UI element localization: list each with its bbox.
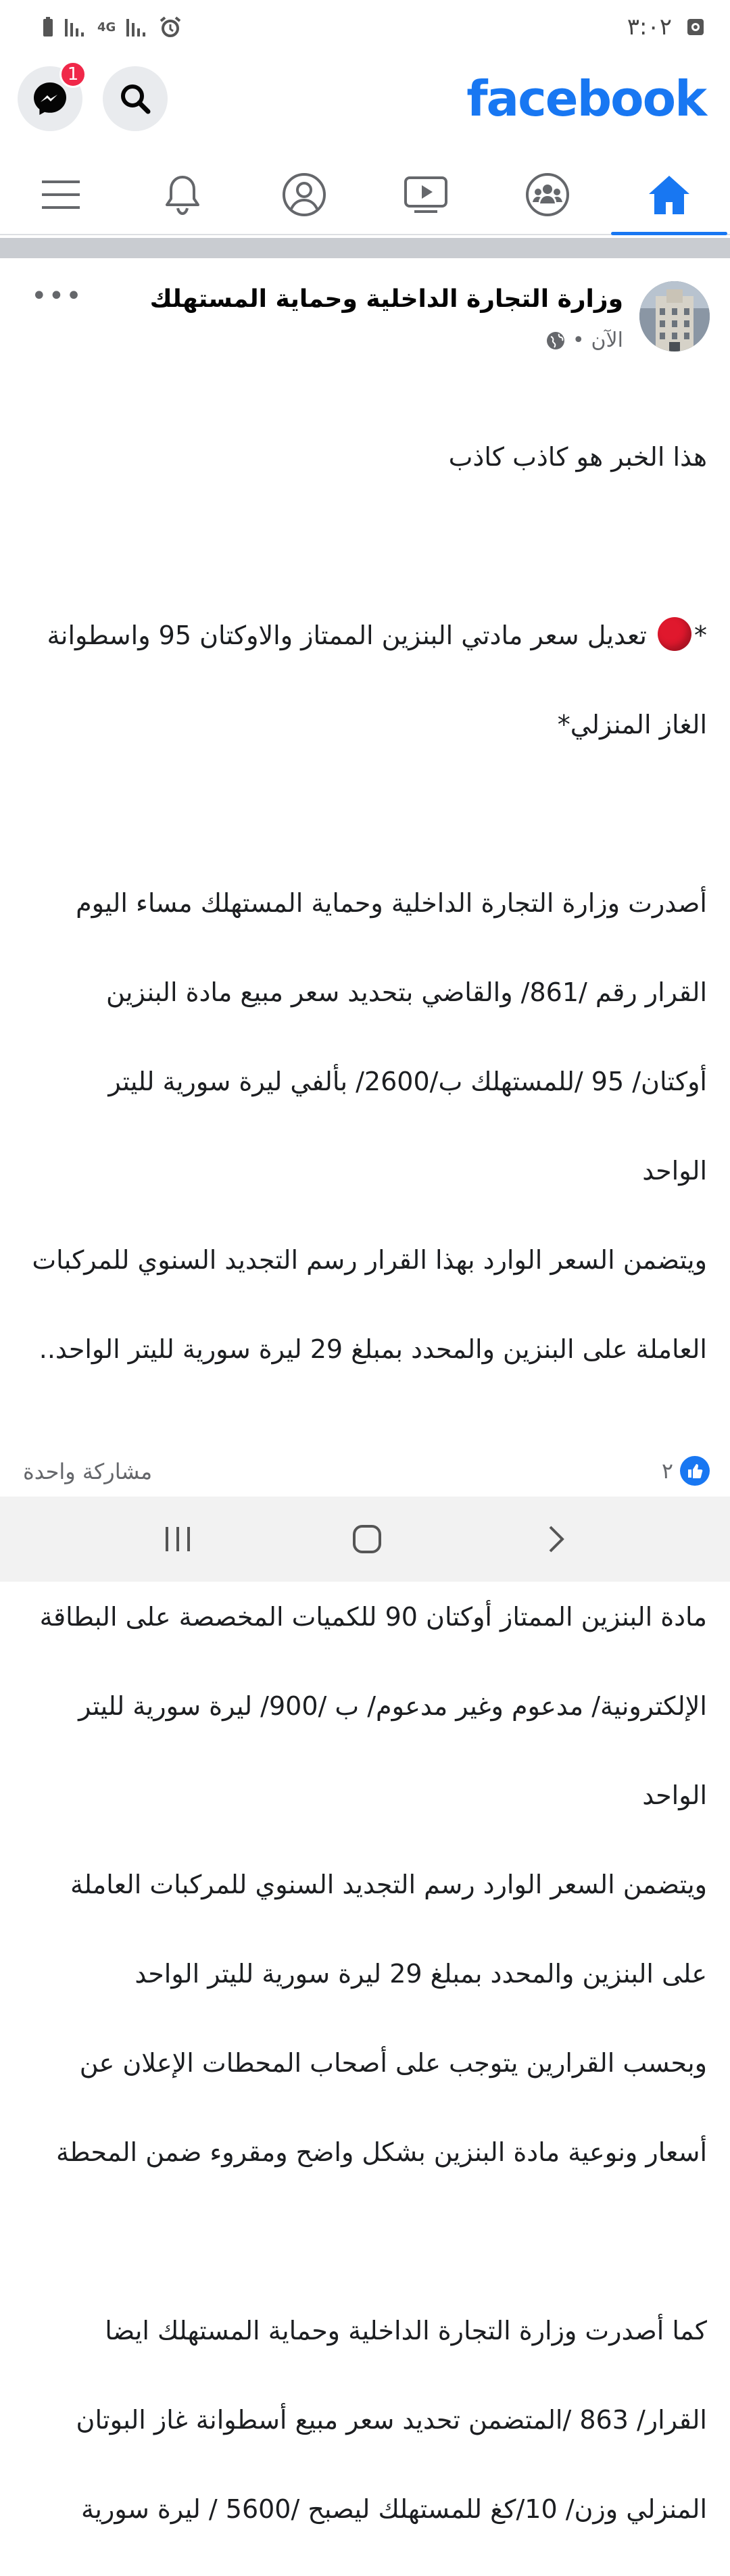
status-icons [42, 14, 182, 41]
messenger-icon [31, 80, 69, 118]
post-line [18, 524, 707, 568]
status-bar [0, 0, 730, 54]
post-line [18, 2219, 707, 2264]
post-line: القرار/ 863 /المتضمن تحديد سعر مبيع أسطوانة غاز البوتان [76, 2405, 707, 2435]
hamburger-icon [41, 178, 81, 212]
bell-icon [162, 173, 203, 216]
globe-icon [545, 331, 566, 351]
system-nav-bar [0, 1497, 730, 1582]
tab-menu[interactable] [0, 155, 122, 234]
post-line: ويتضمن السعر الوارد بهذا القرار رسم التجديد السنوي للمركبات [32, 1245, 707, 1275]
post-line: العاملة على البنزين والمحدد بمبلغ 29 ليرة سورية لليتر الواحد.. [39, 1334, 707, 1364]
tab-groups[interactable] [487, 155, 608, 234]
tab-watch[interactable] [365, 155, 487, 234]
battery-icon [42, 16, 54, 38]
post-footer [0, 1455, 730, 1495]
post-author[interactable]: وزارة التجارة الداخلية وحماية المستهلك [149, 285, 623, 313]
post-meta [545, 329, 623, 352]
home-icon [647, 174, 691, 216]
signal-icon-2 [125, 16, 149, 38]
post-line: أصدرت وزارة التجارة الداخلية وحماية المستهلك مساء اليوم [76, 888, 707, 918]
post-line: على البنزين والمحدد بمبلغ 29 ليرة سورية لليتر الواحد [135, 1959, 707, 1989]
search-icon [118, 82, 152, 116]
more-options-button[interactable]: ••• [31, 281, 83, 312]
post-line: الغاز المنزلي* [557, 710, 707, 739]
screen-record-icon [685, 17, 706, 37]
post-line: كما أصدرت وزارة التجارة الداخلية وحماية المستهلك ايضا [105, 2316, 707, 2346]
tab-home[interactable] [608, 155, 730, 234]
status-right [627, 12, 706, 42]
likes-count: ٢ [661, 1458, 673, 1484]
signal-icon [64, 16, 88, 38]
post-line: أوكتان/ 95 /للمستهلك ب/2600/ بألفي ليرة سورية لليتر [108, 1067, 707, 1096]
post-line: هذا الخبر هو كاذب كاذب [448, 442, 707, 472]
recent-apps-icon [163, 1526, 193, 1553]
home-nav-icon [351, 1524, 383, 1555]
recent-apps-button[interactable] [154, 1515, 201, 1563]
red-circle-icon [658, 617, 691, 651]
groups-icon [525, 172, 570, 217]
alarm-icon [159, 16, 182, 39]
post-line: الإلكترونية/ مدعوم وغير مدعوم/ ب /900/ ليرة سورية لليتر [78, 1691, 707, 1721]
app-header [0, 62, 730, 137]
tab-notifications[interactable] [122, 155, 243, 234]
avatar[interactable] [639, 281, 710, 351]
messenger-button[interactable] [18, 66, 82, 131]
search-button[interactable] [103, 66, 168, 131]
post-line: الواحد [642, 1156, 707, 1186]
post-line [18, 792, 707, 836]
clock: ٣:٠٢ [627, 14, 672, 41]
post-line: وبحسب القرارين يتوجب على أصحاب المحطات الإعلان عن [79, 2048, 707, 2078]
post-line: أسعار ونوعية مادة البنزين بشكل واضح ومقروء ضمن المحطة [55, 2137, 707, 2167]
post-line-headline: * تعديل سعر مادتي البنزين الممتاز والاوكتان 95 واسطوانة [18, 613, 707, 658]
post-line: الواحد [642, 1780, 707, 1810]
meta-dot: • [572, 329, 585, 352]
like-icon [680, 1456, 710, 1486]
post-time[interactable]: الآن [591, 329, 623, 352]
network-type: 4G [97, 20, 116, 34]
building-photo-icon [639, 281, 710, 351]
reactions[interactable] [662, 1456, 710, 1486]
tab-profile[interactable] [243, 155, 365, 234]
post-line: المنزلي وزن/ 10/كغ للمستهلك ليصبح /5600 / ليرة سورية [81, 2494, 707, 2524]
post-line: القرار رقم /861/ والقاضي بتحديد سعر مبيع مادة البنزين [105, 977, 707, 1007]
chevron-right-icon [546, 1524, 566, 1554]
tab-bar [0, 155, 730, 235]
feed-separator [0, 238, 730, 258]
home-button[interactable] [343, 1515, 391, 1563]
messenger-badge: 1 [59, 61, 87, 88]
back-button[interactable] [533, 1515, 580, 1563]
post-line: ويتضمن السعر الوارد رسم التجديد السنوي للمركبات العاملة [70, 1870, 707, 1899]
video-icon [404, 174, 448, 215]
facebook-logo[interactable]: facebook [466, 70, 706, 127]
post-line: مادة البنزين الممتاز أوكتان 90 للكميات المخصصة على البطاقة [39, 1602, 707, 1632]
shares-count[interactable]: مشاركة واحدة [23, 1459, 153, 1484]
profile-icon [282, 172, 326, 217]
